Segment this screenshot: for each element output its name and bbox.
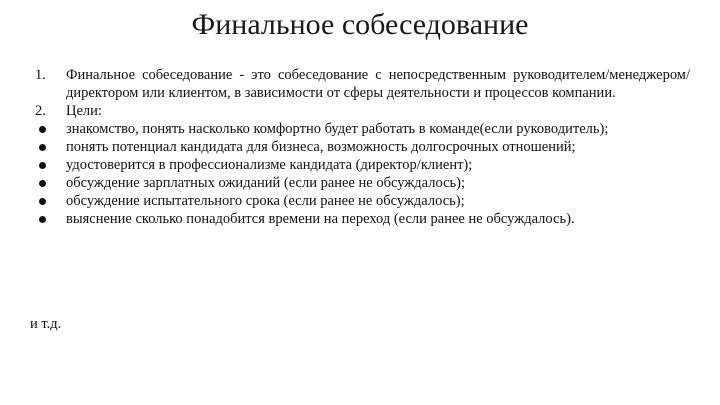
numbered-item-1: [30, 66, 690, 102]
item-number: 2.: [35, 103, 46, 119]
goals-list: [30, 120, 690, 228]
list-item: [30, 138, 690, 156]
footer-text: и т.д.: [30, 316, 62, 332]
list-item-text: выяснение сколько понадобится времени на переход (если ранее не обсуждалось).: [66, 211, 575, 227]
bullet-icon: [39, 126, 46, 133]
list-item: [30, 120, 690, 138]
bullet-icon: [39, 198, 46, 205]
list-item: [30, 192, 690, 210]
slide-body: [30, 66, 690, 228]
numbered-item-2: [30, 102, 690, 120]
item-text: Цели:: [66, 103, 102, 119]
list-item: [30, 174, 690, 192]
list-item: [30, 210, 690, 228]
list-item-text: понять потенциал кандидата для бизнеса, возможность долгосрочных отношений;: [66, 139, 576, 155]
list-item-text: обсуждение зарплатных ожиданий (если ранее не обсуждалось);: [66, 175, 465, 191]
bullet-icon: [39, 216, 46, 223]
list-item: [30, 156, 690, 174]
list-item-text: обсуждение испытательного срока (если ранее не обсуждалось);: [66, 193, 465, 209]
bullet-icon: [39, 162, 46, 169]
list-item-text: знакомство, понять насколько комфортно будет работать в команде(если руководитель);: [66, 121, 609, 137]
slide-title: Финальное собеседование: [191, 8, 529, 41]
bullet-icon: [39, 144, 46, 151]
list-item-text: удостоверится в профессионализме кандидата (директор/клиент);: [66, 157, 473, 173]
item-number: 1.: [35, 67, 46, 83]
bullet-icon: [39, 180, 46, 187]
item-text: Финальное собеседование - это собеседование с непосредственным руководителем/менеджером/директором или клиентом, в зависимости от сферы деятельности и процессов компании.: [66, 67, 690, 101]
